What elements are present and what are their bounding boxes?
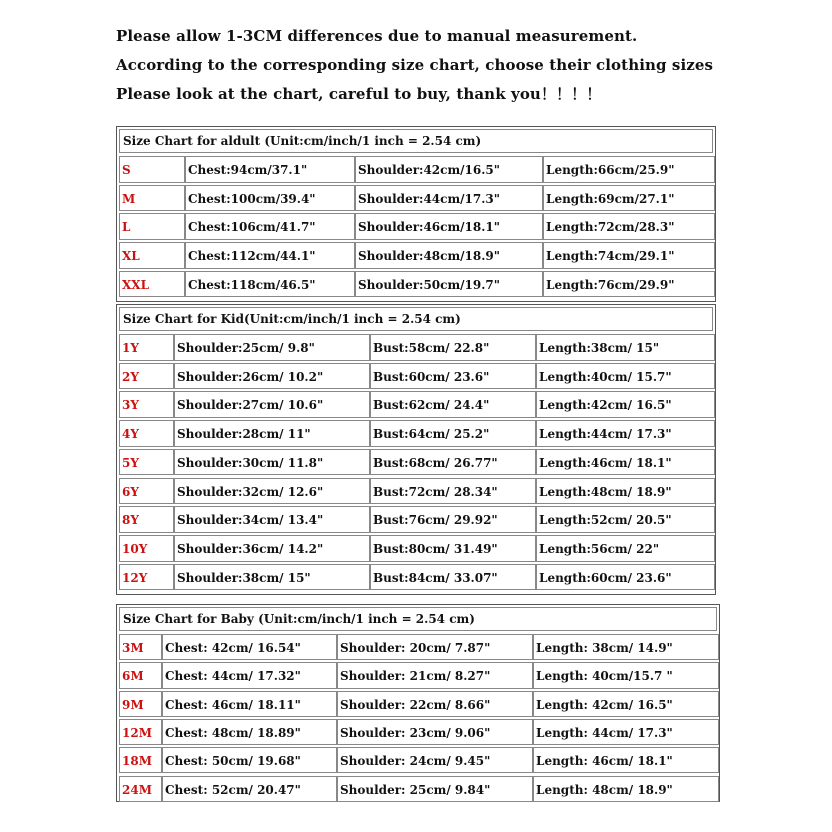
measurement-cell: Shoulder:48cm/18.9": [355, 242, 543, 269]
measurement-cell: Length:40cm/ 15.7": [536, 363, 715, 390]
measurement-cell: Bust:84cm/ 33.07": [370, 564, 536, 591]
size-label: 12M: [119, 719, 162, 745]
size-label: 12Y: [119, 564, 174, 591]
baby-size-row: [117, 718, 719, 746]
kid-size-row: [117, 448, 715, 477]
measurement-cell: Length:44cm/ 17.3": [536, 420, 715, 447]
kid-size-row: [117, 534, 715, 563]
size-label: 6Y: [119, 478, 174, 505]
measurement-cell: Shoulder:38cm/ 15": [174, 564, 370, 591]
measurement-cell: Bust:68cm/ 26.77": [370, 449, 536, 476]
measurement-cell: Chest:100cm/39.4": [185, 185, 355, 212]
baby-size-row: [117, 690, 719, 718]
measurement-cell: Chest: 48cm/ 18.89": [162, 719, 337, 745]
kid-size-row: [117, 390, 715, 419]
measurement-cell: Length: 44cm/ 17.3": [533, 719, 719, 745]
measurement-cell: Shoulder:42cm/16.5": [355, 156, 543, 183]
measurement-cell: Bust:60cm/ 23.6": [370, 363, 536, 390]
measurement-cell: Length:60cm/ 23.6": [536, 564, 715, 591]
size-label: L: [119, 213, 185, 240]
measurement-cell: Shoulder:36cm/ 14.2": [174, 535, 370, 562]
measurement-cell: Chest: 50cm/ 19.68": [162, 747, 337, 773]
kid-size-row: [117, 477, 715, 506]
measurement-cell: Length: 40cm/15.7 ": [533, 662, 719, 688]
baby-chart-title: Size Chart for Baby (Unit:cm/inch/1 inch = 2.54 cm): [119, 607, 717, 631]
measurement-cell: Shoulder:44cm/17.3": [355, 185, 543, 212]
measurement-cell: Shoulder:28cm/ 11": [174, 420, 370, 447]
kid-chart-title: Size Chart for Kid(Unit:cm/inch/1 inch = 2.54 cm): [119, 307, 713, 331]
size-label: 24M: [119, 776, 162, 802]
measurement-cell: Length: 42cm/ 16.5": [533, 691, 719, 717]
note-careful-buy: Please look at the chart, careful to buy, thank you！！！！: [116, 85, 602, 103]
measurement-cell: Length:66cm/25.9": [543, 156, 715, 183]
measurement-cell: Length:52cm/ 20.5": [536, 506, 715, 533]
measurement-cell: Length: 48cm/ 18.9": [533, 776, 719, 802]
size-label: XL: [119, 242, 185, 269]
kid-size-row: [117, 563, 715, 592]
measurement-cell: Shoulder: 23cm/ 9.06": [337, 719, 533, 745]
measurement-cell: Bust:72cm/ 28.34": [370, 478, 536, 505]
measurement-cell: Shoulder:27cm/ 10.6": [174, 391, 370, 418]
measurement-cell: Chest:94cm/37.1": [185, 156, 355, 183]
baby-size-row: [117, 746, 719, 774]
measurement-cell: Shoulder: 20cm/ 7.87": [337, 634, 533, 660]
baby-size-row: [117, 775, 719, 803]
kid-size-chart: [116, 304, 716, 595]
adult-size-row: [117, 155, 715, 184]
baby-size-row: [117, 661, 719, 689]
kid-size-row: [117, 362, 715, 391]
baby-size-chart: [116, 604, 720, 802]
adult-size-chart: [116, 126, 716, 302]
kid-size-row: [117, 419, 715, 448]
size-label: 18M: [119, 747, 162, 773]
size-label: 2Y: [119, 363, 174, 390]
size-label: 8Y: [119, 506, 174, 533]
size-label: XXL: [119, 271, 185, 298]
measurement-cell: Chest: 44cm/ 17.32": [162, 662, 337, 688]
baby-size-row: [117, 633, 719, 661]
measurement-cell: Length:76cm/29.9": [543, 271, 715, 298]
adult-size-row: [117, 184, 715, 213]
measurement-cell: Length:38cm/ 15": [536, 334, 715, 361]
measurement-cell: Shoulder:26cm/ 10.2": [174, 363, 370, 390]
measurement-cell: Length:42cm/ 16.5": [536, 391, 715, 418]
adult-size-row: [117, 212, 715, 241]
measurement-cell: Bust:62cm/ 24.4": [370, 391, 536, 418]
measurement-cell: Bust:64cm/ 25.2": [370, 420, 536, 447]
size-label: S: [119, 156, 185, 183]
measurement-cell: Length:72cm/28.3": [543, 213, 715, 240]
measurement-cell: Bust:80cm/ 31.49": [370, 535, 536, 562]
kid-size-row: [117, 505, 715, 534]
measurement-cell: Length:48cm/ 18.9": [536, 478, 715, 505]
measurement-cell: Chest: 42cm/ 16.54": [162, 634, 337, 660]
measurement-cell: Length:74cm/29.1": [543, 242, 715, 269]
size-label: 4Y: [119, 420, 174, 447]
measurement-cell: Bust:76cm/ 29.92": [370, 506, 536, 533]
measurement-cell: Shoulder:30cm/ 11.8": [174, 449, 370, 476]
size-label: 3M: [119, 634, 162, 660]
size-label: 10Y: [119, 535, 174, 562]
measurement-cell: Shoulder:50cm/19.7": [355, 271, 543, 298]
measurement-cell: Shoulder:25cm/ 9.8": [174, 334, 370, 361]
measurement-cell: Chest: 52cm/ 20.47": [162, 776, 337, 802]
measurement-cell: Shoulder:46cm/18.1": [355, 213, 543, 240]
measurement-cell: Shoulder:34cm/ 13.4": [174, 506, 370, 533]
adult-size-row: [117, 270, 715, 299]
adult-size-row: [117, 241, 715, 270]
note-choose-size: According to the corresponding size chart, choose their clothing sizes: [116, 56, 714, 74]
size-label: 6M: [119, 662, 162, 688]
size-label: 3Y: [119, 391, 174, 418]
measurement-cell: Shoulder:32cm/ 12.6": [174, 478, 370, 505]
measurement-cell: Chest: 46cm/ 18.11": [162, 691, 337, 717]
kid-size-row: [117, 333, 715, 362]
intro-notes: [116, 22, 816, 109]
size-label: 5Y: [119, 449, 174, 476]
measurement-cell: Length: 38cm/ 14.9": [533, 634, 719, 660]
measurement-cell: Shoulder: 22cm/ 8.66": [337, 691, 533, 717]
size-label: 9M: [119, 691, 162, 717]
note-measurement: Please allow 1-3CM differences due to manual measurement.: [116, 27, 638, 45]
measurement-cell: Shoulder: 24cm/ 9.45": [337, 747, 533, 773]
measurement-cell: Bust:58cm/ 22.8": [370, 334, 536, 361]
measurement-cell: Shoulder: 25cm/ 9.84": [337, 776, 533, 802]
measurement-cell: Length: 46cm/ 18.1": [533, 747, 719, 773]
size-label: M: [119, 185, 185, 212]
size-label: 1Y: [119, 334, 174, 361]
measurement-cell: Shoulder: 21cm/ 8.27": [337, 662, 533, 688]
measurement-cell: Chest:112cm/44.1": [185, 242, 355, 269]
measurement-cell: Length:46cm/ 18.1": [536, 449, 715, 476]
measurement-cell: Chest:106cm/41.7": [185, 213, 355, 240]
adult-chart-title: Size Chart for aldult (Unit:cm/inch/1 inch = 2.54 cm): [119, 129, 713, 153]
measurement-cell: Chest:118cm/46.5": [185, 271, 355, 298]
measurement-cell: Length:69cm/27.1": [543, 185, 715, 212]
measurement-cell: Length:56cm/ 22": [536, 535, 715, 562]
